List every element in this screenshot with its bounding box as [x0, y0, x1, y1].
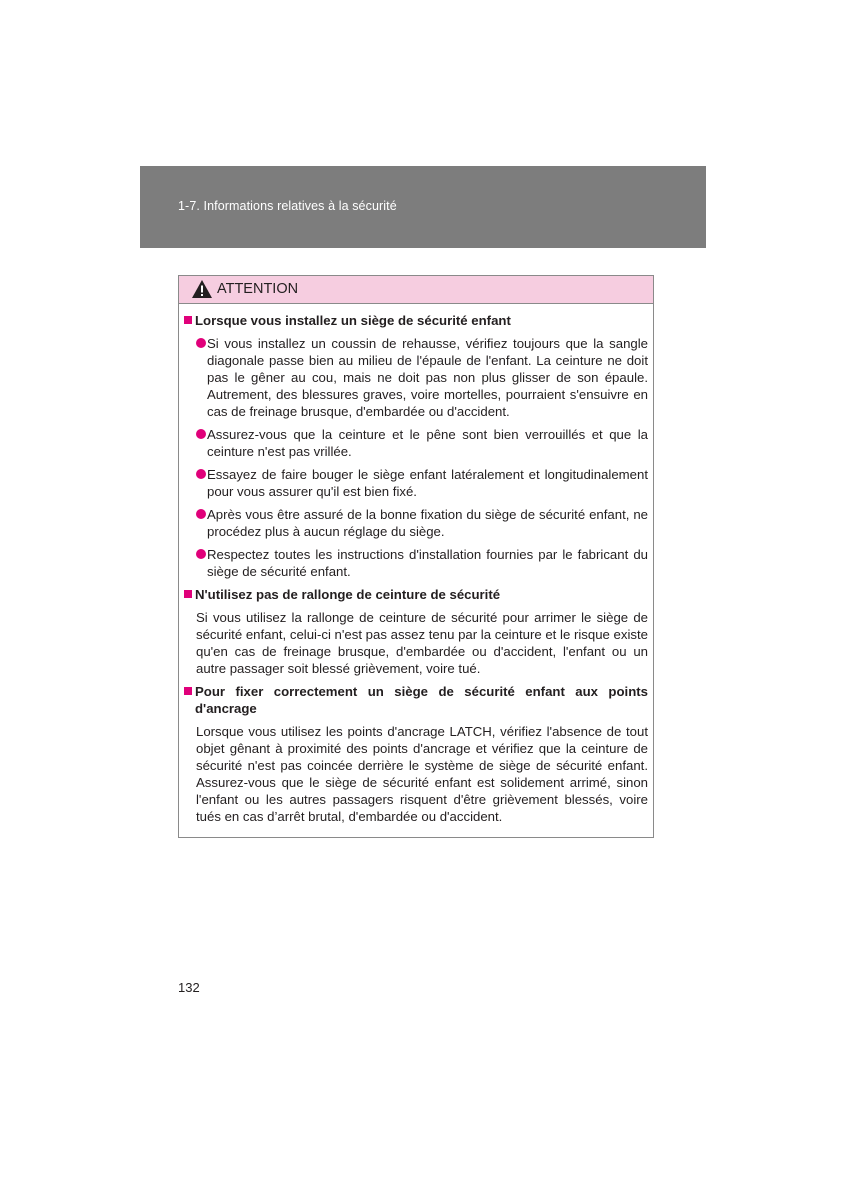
- circle-bullet-icon: [196, 509, 206, 519]
- attention-header: [179, 276, 653, 304]
- list-item: Assurez-vous que la ceinture et le pêne sont bien verrouillés et que la ceinture n'est pas vrillée.: [184, 426, 648, 460]
- section-heading: N'utilisez pas de rallonge de ceinture de sécurité: [184, 586, 648, 603]
- square-bullet-icon: [184, 687, 192, 695]
- list-item: Après vous être assuré de la bonne fixation du siège de sécurité enfant, ne procédez plus à aucun réglage du siège.: [184, 506, 648, 540]
- section-heading: Lorsque vous installez un siège de sécurité enfant: [184, 312, 648, 329]
- attention-box: [178, 275, 654, 838]
- square-bullet-icon: [184, 590, 192, 598]
- circle-bullet-icon: [196, 338, 206, 348]
- section-title: 1-7. Informations relatives à la sécurité: [178, 199, 397, 213]
- list-item: Respectez toutes les instructions d'installation fournies par le fabricant du siège de sécurité enfant.: [184, 546, 648, 580]
- list-item: Si vous installez un coussin de rehausse, vérifiez toujours que la sangle diagonale passe bien au milieu de l'épaule de l'enfant. La ceinture ne doit pas le gêner au cou, mais ne doit pas non plus glisser de son épaule. Autrement, des blessures graves, voire mortelles, pourraient s'ensuivre en cas de freinage brusque, d'embardée ou d'accident.: [184, 335, 648, 420]
- square-bullet-icon: [184, 316, 192, 324]
- list-item: Essayez de faire bouger le siège enfant latéralement et longitudinalement pour vous assurer qu'il est bien fixé.: [184, 466, 648, 500]
- circle-bullet-icon: [196, 429, 206, 439]
- section-header-band: [140, 166, 706, 248]
- circle-bullet-icon: [196, 469, 206, 479]
- warning-triangle-icon: [191, 279, 213, 299]
- page-number: 132: [178, 980, 200, 995]
- circle-bullet-icon: [196, 549, 206, 559]
- section-heading: Pour fixer correctement un siège de sécurité enfant aux points d'ancrage: [184, 683, 648, 717]
- attention-content: [184, 312, 648, 831]
- section-paragraph: Lorsque vous utilisez les points d'ancrage LATCH, vérifiez l'absence de tout objet gênant à proximité des points d'ancrage et vérifiez que la ceinture de sécurité n'est pas coincée derrière le système de siège de sécurité enfant. Assurez-vous que le siège de sécurité enfant est solidement arrimé, sinon l'enfant ou les autres passagers risquent d'être grièvement blessés, voire tués en cas d’arrêt brutal, d'embardée ou d'accident.: [196, 724, 648, 824]
- section-paragraph: Si vous utilisez la rallonge de ceinture de sécurité pour arrimer le siège de sécurité enfant, celui-ci n'est pas assez tenu par la ceinture et le risque existe qu'en cas de freinage brusque, d'embardée ou d'accident, l'enfant ou un autre passager soit blessé grièvement, voire tué.: [196, 610, 648, 676]
- attention-label: ATTENTION: [217, 281, 299, 297]
